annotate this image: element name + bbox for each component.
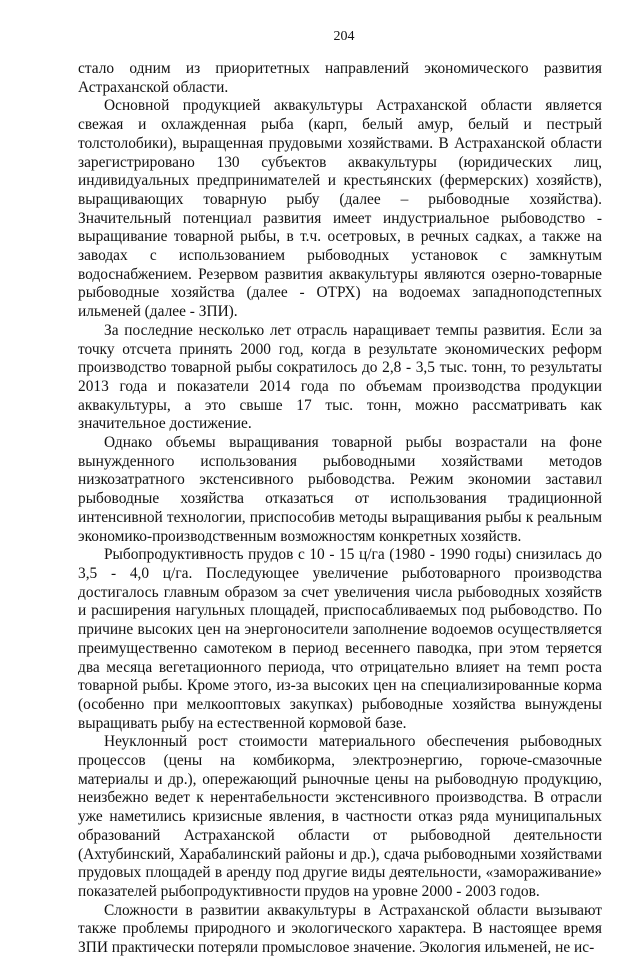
- paragraph-4: Однако объемы выращивания товарной рыбы возрастали на фоне вынужденного использования рыбоводными хозяйствами методов низкозатратного экстенсивного рыбоводства. Режим экономии заставил рыбоводные хозяйства отказаться от использования традиционной интенсивной технологии, приспособив методы выращивания рыбы к реальным экономико-производственным возможностям конкретных хозяйств.: [78, 434, 602, 545]
- paragraph-3: За последние несколько лет отрасль наращивает темпы развития. Если за точку отсчета принять 2000 год, когда в результате экономических реформ производство товарной рыбы сократилось до 2,8 - 3,5 тыс. тонн, то результаты 2013 года и показатели 2014 года по объемам производства продукции аквакультуры, а это свыше 17 тыс. тонн, можно рассматривать как значительное достижение.: [78, 321, 602, 433]
- paragraph-5: Рыбопродуктивность прудов с 10 - 15 ц/га (1980 - 1990 годы) снизилась до 3,5 - 4,0 ц/га. Последующее увеличение рыботоварного производства достигалось главным образом за счет увеличения числа рыбоводных хозяйств и расширения нагульных площадей, приспосабливаемых под рыбоводство. По причине высоких цен на энергоносители заполнение водоемов осуществляется преимущественно самотеком в период весеннего паводка, при этом теряется два месяца вегетационного периода, что отрицательно влияет на темп роста товарной рыбы. Кроме этого, из-за высоких цен на специализированные корма (особенно при мелкооптовых закупках) рыбоводные хозяйства вынуждены выращивать рыбу на естественной кормовой базе.: [78, 546, 602, 732]
- paragraph-1: стало одним из приоритетных направлений экономического развития Астраханской области.: [78, 60, 602, 96]
- paragraph-2: Основной продукцией аквакультуры Астраханской области является свежая и охлажденная рыба (карп, белый амур, белый и пестрый толстолобики), выращенная прудовыми хозяйствами. В Астраханской области зарегистрировано 130 субъектов аквакультуры (юридических лиц, индивидуальных предпринимателей и крестьянских (фермерских) хозяйств), выращивающих товарную рыбу (далее – рыбоводные хозяйства). Значительный потенциал развития имеет индустриальное рыбоводство - выращивание товарной рыбы, в т.ч. осетровых, в речных садках, а также на заводах с использованием рыбоводных установок с замкнутым водоснабжением. Резервом развития аквакультуры являются озерно-товарные рыбоводные хозяйства (далее - ОТРХ) на водоемах западноподстепных ильменей (далее - ЗПИ).: [78, 97, 602, 321]
- body-text: [78, 60, 602, 958]
- page-number: 204: [333, 29, 355, 44]
- paragraph-6: Неуклонный рост стоимости материального обеспечения рыбоводных процессов (цены на комбикорма, электроэнергию, горюче-смазочные материалы и др.), опережающий рыночные цены на рыбоводную продукцию, неизбежно ведет к нерентабельности экстенсивного производства. В отрасли уже наметились кризисные явления, в частности отказ ряда муниципальных образований Астраханской области от рыбоводной деятельности (Ахтубинский, Харабалинский районы и др.), сдача рыбоводными хозяйствами прудовых площадей в аренду под другие виды деятельности, «замораживание» показателей рыбопродуктивности прудов на уровне 2000 - 2003 годов.: [78, 733, 602, 900]
- paragraph-7: Сложности в развитии аквакультуры в Астраханской области вызывают также проблемы природного и экологического характера. В настоящее время ЗПИ практически потеряли промысловое значение. Экология ильменей, не ис-: [78, 901, 602, 957]
